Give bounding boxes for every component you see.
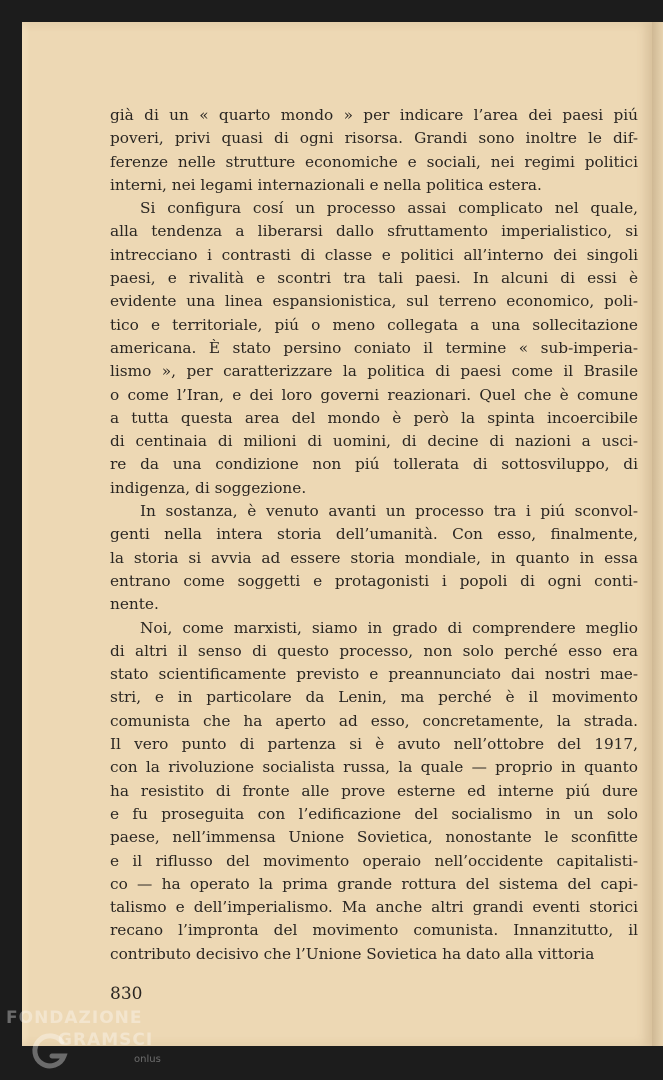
- text-line: e fu proseguita con l’edificazione del socialismo in un solo: [110, 804, 638, 823]
- text-line: stri, e in particolare da Lenin, ma perché è il movimento: [110, 688, 638, 707]
- text-line: Noi, come marxisti, siamo in grado di comprendere meglio: [140, 618, 638, 637]
- text-line: e il riflusso del movimento operaio nell’occidente capitalisti-: [110, 851, 638, 870]
- text-line: a tutta questa area del mondo è però la spinta incoercibile: [110, 408, 638, 427]
- text-line: re da una condizione non piú tollerata di sottosviluppo, di: [110, 455, 638, 474]
- text-line: poveri, privi quasi di ogni risorsa. Grandi sono inoltre le dif-: [110, 129, 638, 148]
- text-line: entrano come soggetti e protagonisti i popoli di ogni conti-: [110, 571, 638, 590]
- text-line: ha resistito di fronte alle prove esterne ed interne piú dure: [110, 781, 638, 800]
- text-line: lismo », per caratterizzare la politica di paesi come il Brasile: [110, 362, 638, 381]
- text-line: genti nella intera storia dell’umanità. Con esso, finalmente,: [110, 525, 638, 544]
- watermark-line-2: GRAMSCI: [58, 1030, 154, 1050]
- text-line: recano l’impronta del movimento comunista. Innanzitutto, il: [110, 921, 638, 940]
- text-line: intrecciano i contrasti di classe e politici all’interno dei singoli: [110, 245, 638, 264]
- text-line: o come l’Iran, e dei loro governi reazionari. Quel che è comune: [110, 385, 638, 404]
- text-line: Il vero punto di partenza si è avuto nell’ottobre del 1917,: [110, 735, 638, 754]
- text-line: con la rivoluzione socialista russa, la quale — proprio in quanto: [110, 758, 638, 777]
- text-line: Si configura cosí un processo assai complicato nel quale,: [140, 199, 638, 218]
- text-line: tico e territoriale, piú o meno collegata a una sollecitazione: [110, 315, 638, 334]
- text-line: co — ha operato la prima grande rottura del sistema del capi-: [110, 874, 638, 893]
- text-line: già di un « quarto mondo » per indicare l’area dei paesi piú: [110, 106, 638, 124]
- watermark-line-1: FONDAZIONE: [6, 1008, 143, 1028]
- text-line: di altri il senso di questo processo, non solo perché esso era: [110, 641, 638, 660]
- text-line: contributo decisivo che l’Unione Sovietica ha dato alla vittoria: [110, 944, 595, 963]
- text-line: nente.: [110, 595, 159, 614]
- text-line: alla tendenza a liberarsi dallo sfruttamento imperialistico, si: [110, 222, 638, 241]
- text-line: comunista che ha aperto ad esso, concretamente, la strada.: [110, 711, 638, 730]
- text-line: la storia si avvia ad essere storia mondiale, in quanto in essa: [110, 548, 638, 567]
- text-line: interni, nei legami internazionali e nella politica estera.: [110, 175, 542, 194]
- text-line: talismo e dell’imperialismo. Ma anche altri grandi eventi storici: [110, 898, 638, 917]
- text-line: di centinaia di milioni di uomini, di decine di nazioni a usci-: [110, 432, 638, 451]
- watermark-line-3: onlus: [134, 1054, 161, 1065]
- text-line: In sostanza, è venuto avanti un processo tra i piú sconvol-: [140, 502, 638, 521]
- text-line: ferenze nelle strutture economiche e sociali, nei regimi politici: [110, 152, 638, 171]
- text-line: paese, nell’immensa Unione Sovietica, nonostante le sconfitte: [110, 828, 638, 847]
- text-line: americana. È stato persino coniato il termine « sub-imperia-: [110, 338, 638, 357]
- body-text: [110, 104, 638, 966]
- fondazione-gramsci-watermark: [6, 1008, 176, 1078]
- text-line: evidente una linea espansionistica, sul terreno economico, poli-: [110, 292, 638, 311]
- text-line: stato scientificamente previsto e preannunciato dai nostri mae-: [110, 665, 638, 684]
- page-edge: [652, 22, 663, 1046]
- text-line: paesi, e rivalità e scontri tra tali paesi. In alcuni di essi è: [110, 269, 638, 288]
- text-line: indigenza, di soggezione.: [110, 478, 307, 497]
- page-number: 830: [110, 984, 143, 1004]
